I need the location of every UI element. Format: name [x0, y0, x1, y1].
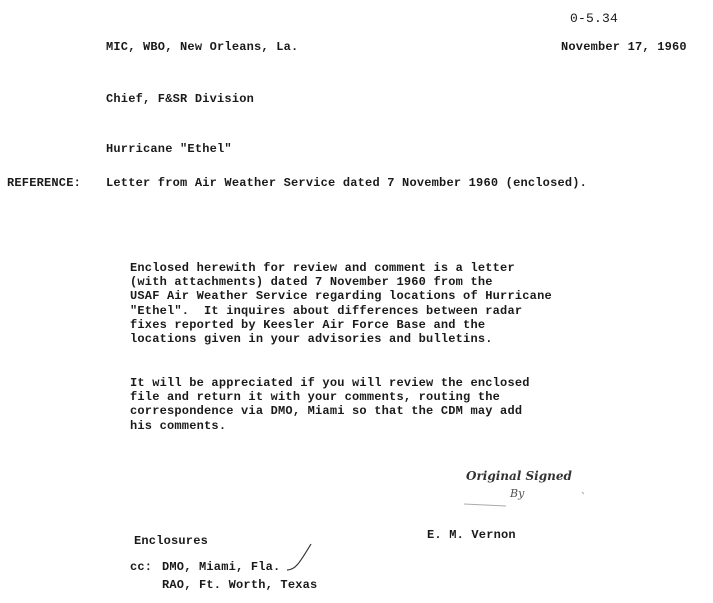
- to-line: Chief, F&SR Division: [106, 92, 255, 106]
- enclosures-label: Enclosures: [134, 534, 209, 548]
- body-line: correspondence via DMO, Miami so that the CDM may add: [130, 404, 523, 419]
- reference-text: Letter from Air Weather Service dated 7 November 1960 (enclosed).: [106, 176, 588, 190]
- body-line: file and return it with your comments, routing the: [130, 390, 501, 405]
- cc-recipient: DMO, Miami, Fla.: [162, 560, 281, 574]
- body-line: his comments.: [130, 418, 227, 433]
- body-line: USAF Air Weather Service regarding locations of Hurricane: [130, 289, 552, 304]
- body-line: (with attachments) dated 7 November 1960 from the: [130, 275, 493, 290]
- original-signed-stamp: Original Signed: [466, 469, 572, 483]
- cc-label: cc:: [130, 560, 153, 574]
- body-line: locations given in your advisories and bulletins.: [130, 332, 493, 347]
- signature-name: E. M. Vernon: [427, 528, 516, 542]
- subject-line: Hurricane "Ethel": [106, 142, 232, 156]
- body-line: "Ethel". It inquires about differences between radar: [130, 303, 523, 318]
- stamp-underline: [462, 482, 602, 512]
- from-line: MIC, WBO, New Orleans, La.: [106, 40, 299, 54]
- letter-date: November 17, 1960: [561, 40, 687, 54]
- reference-label: REFERENCE:: [7, 176, 82, 190]
- cc-recipient: RAO, Ft. Worth, Texas: [162, 578, 318, 592]
- body-line: fixes reported by Keesler Air Force Base and the: [130, 317, 486, 332]
- stamp-by: By: [510, 487, 525, 500]
- body-paragraph-2: [130, 376, 530, 433]
- checkmark-icon: [285, 540, 315, 574]
- body-line: It will be appreciated if you will review the enclosed: [130, 376, 530, 390]
- body-line: Enclosed herewith for review and comment is a letter: [130, 261, 515, 275]
- file-number: 0-5.34: [570, 11, 619, 26]
- body-paragraph-1: [130, 261, 552, 346]
